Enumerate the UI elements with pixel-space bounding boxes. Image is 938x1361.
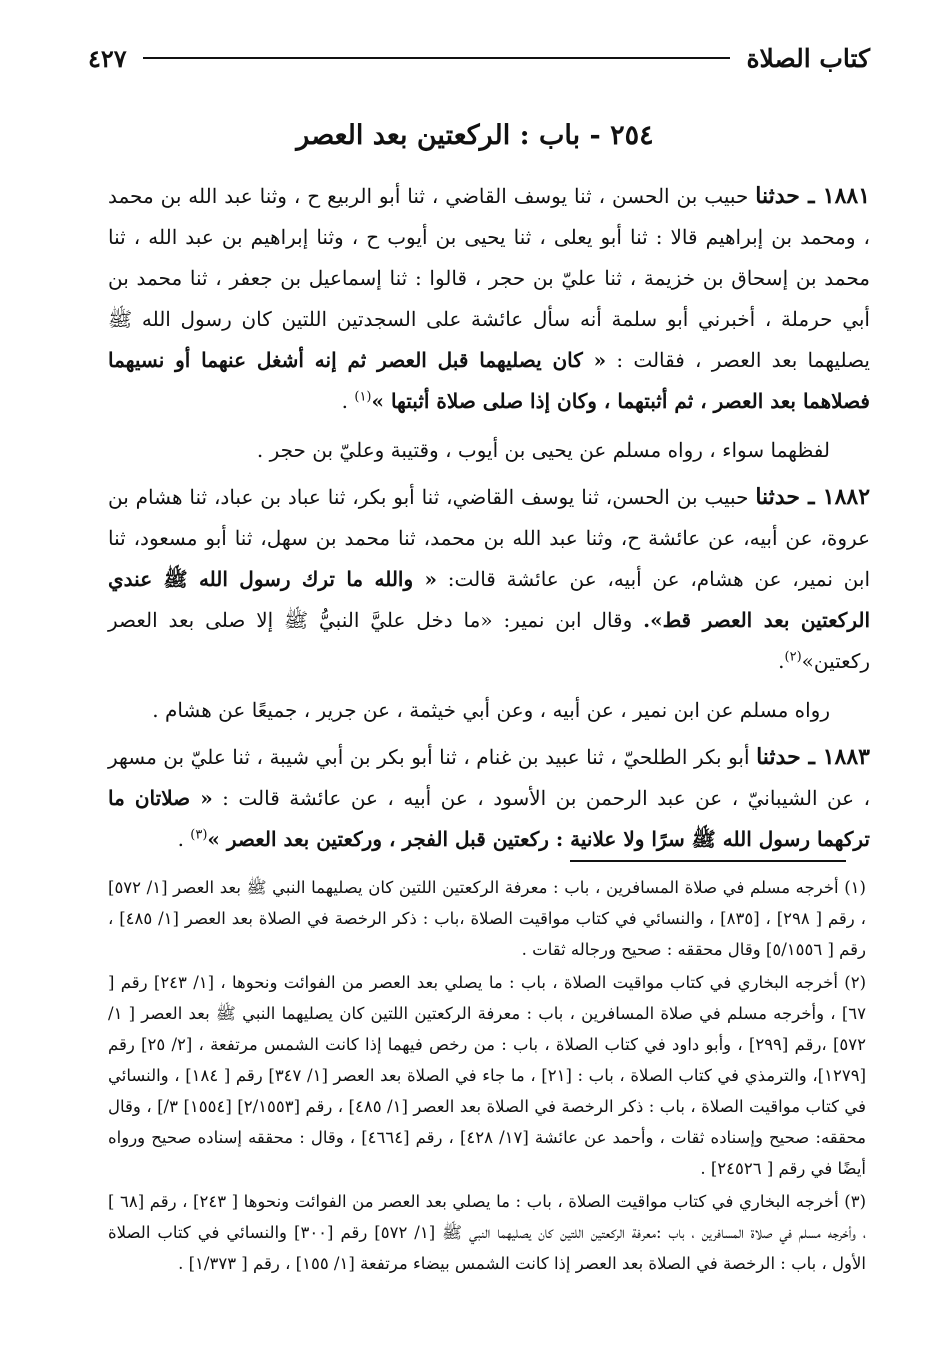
main-text bbox=[108, 172, 870, 860]
running-header bbox=[88, 38, 870, 78]
hadith-number: ١٨٨٢ bbox=[822, 484, 871, 510]
footnotes bbox=[108, 872, 866, 1279]
hadith-1882: ١٨٨٢ ـ حدثنا حبيب بن الحسن، ثنا يوسف القاضي، ثنا أبو بكر، ثنا عباد بن عباد، ثنا هشام بن عروة، عن أبيه، عن عائشة ح، وثنا عبد الله بن محمد، ثنا محمد بن سهل، ثنا أبو مسعود، ثنا ابن نمير، عن هشام، عن أبيه، عن عائشة قالت: « والله ما ترك رسول الله ﷺ عندي الركعتين بعد العصر قط». وقال ابن نمير: «ما دخل عليَّ النبيُّ ﷺ إلا صلى بعد العصر ركعتين»$^{(٢)}$. bbox=[108, 484, 871, 673]
hadith-tail: . bbox=[177, 827, 191, 851]
footnote-3: (٣) أخرجه البخاري في كتاب مواقيت الصلاة ، باب : ما يصلي بعد العصر من الفوائت ونحوها [ ٢٤٣] ، رقم [٦٨ ] ، وأخرجه مسلم في صلاة المسافرين ، باب :معرفة الركعتين اللتين كان يصليهما النبي ﷺ [١/ ٥٧٢] رقم [٣٠٠] والنسائي في كتاب الصلاة الأول ، باب : الرخصة في الصلاة بعد العصر إذا كانت الشمس بيضاء مرتفعة [١/ ١٥٥] ، رقم [ ١/٣٧٣] . bbox=[108, 1192, 867, 1273]
hadith-tail: . bbox=[778, 649, 785, 673]
hadith-matn: « صلاتان ما تركهما رسول الله ﷺ سرًا ولا علانية : ركعتين قبل الفجر ، وركعتين بعد العصر » bbox=[108, 786, 870, 851]
book-title: كتاب الصلاة bbox=[746, 43, 870, 73]
footnote-ref: (٣) bbox=[190, 827, 208, 843]
hadith-number: ١٨٨٣ bbox=[822, 744, 870, 770]
haddathana-label: حدثنا bbox=[755, 484, 800, 510]
footnote-1: (١) أخرجه مسلم في صلاة المسافرين ، باب : معرفة الركعتين اللتين كان يصليهما النبي ﷺ بعد العصر [١/ ٥٧٢] ، رقم [ ٢٩٨] ، [٨٣٥] ، والنسائي في كتاب مواقيت الصلاة ،باب : ذكر الرخصة في الصلاة بعد العصر [١/ ٤٨٥] ، رقم [ ٥/١٥٥٦] وقال محققه : صحيح ورجاله ثقات . bbox=[108, 878, 866, 959]
header-rule bbox=[143, 57, 731, 59]
hadith-number: ١٨٨١ bbox=[822, 183, 871, 209]
hadith-note: لفظهما سواء ، رواه مسلم عن يحيى بن أيوب ، وقتيبة وعليّ بن حجر . bbox=[256, 438, 830, 462]
hadith-tail: . bbox=[341, 389, 355, 413]
hadith-matn: « كان يصليهما قبل العصر ثم إنه أشغل عنهما أو نسيهما فصلاهما بعد العصر ، ثم أثبتهما ، وكان إذا صلى صلاة أثبتها » bbox=[108, 348, 870, 413]
haddathana-label: حدثنا bbox=[755, 183, 800, 209]
hadith-isnad: أبو بكر الطلحيّ ، ثنا عبيد بن غنام ، ثنا أبو بكر بن أبي شيبة ، ثنا عليّ بن مسهر ، عن الشيبانيّ ، عن عبد الرحمن بن الأسود ، عن أبيه ، عن عائشة قالت : bbox=[108, 745, 871, 810]
chapter-title: ٢٥٤ - باب : الركعتين بعد العصر bbox=[296, 120, 654, 151]
hadith-matn: « والله ما ترك رسول الله ﷺ عندي الركعتين بعد العصر قط». bbox=[108, 567, 871, 632]
hadith-1881: ١٨٨١ ـ حدثنا حبيب بن الحسن ، ثنا يوسف القاضي ، ثنا أبو الربيع ح ، وثنا عبد الله بن محمد ، ومحمد بن إبراهيم قالا : ثنا أبو يعلى ، ثنا يحيى بن أيوب ح ، وثنا إبراهيم بن عبد الله ، ثنا محمد بن إسحاق بن خزيمة ، ثنا عليّ بن حجر ، قالوا : ثنا إسماعيل بن جعفر ، ثنا محمد بن أبي حرملة ، أخبرني أبو سلمة أنه سأل عائشة على السجدتين اللتين كان رسول الله ﷺ يصليهما بعد العصر ، فقالت : « كان يصليهما قبل العصر ثم إنه أشغل عنهما أو نسيهما فصلاهما بعد العصر ، ثم أثبتهما ، وكان إذا صلى صلاة أثبتها »$^{(١)}$ . bbox=[108, 183, 871, 413]
hadith-isnad: حبيب بن الحسن، ثنا يوسف القاضي، ثنا أبو بكر، ثنا عباد بن عباد، ثنا هشام بن عروة، عن أبيه، عن عائشة ح، وثنا عبد الله بن محمد، ثنا محمد بن سهل، ثنا أبو مسعود، ثنا ابن نمير، عن هشام، عن أبيه، عن عائشة قالت: bbox=[108, 485, 871, 591]
footnote-2: (٢) أخرجه البخاري في كتاب مواقيت الصلاة ، باب : ما يصلي بعد العصر من الفوائت ونحوها ، [١/ ٢٤٣] رقم [ ٦٧] ، وأخرجه مسلم في صلاة المسافرين ، باب : معرفة الركعتين اللتين كان يصليهما النبي ﷺ بعد العصر [ ١/ ٥٧٢] ،رقم [٢٩٩] ، وأبو داود في كتاب الصلاة ، باب : من رخص فيهما إذا كانت الشمس مرتفعة ، [٢/ ٢٥] رقم [١٢٧٩]، والترمذي في كتاب الصلاة ، باب : [٢١] ، ما جاء في الصلاة بعد العصر [١/ ٣٤٧] رقم [ ١٨٤] ، والنسائي في كتاب مواقيت الصلاة ، باب : ذكر الرخصة في الصلاة بعد العصر [١/ ٤٨٥] ، رقم [٢/١٥٥٣] [١٥٥٤] ٣/] ، وقال محققه: صحيح وإسناده ثقات ، وأحمد عن عائشة [١٧/ ٤٢٨] ، رقم [٤٦٦٤] ، وقال : محققه إسناده صحيح ورواه أيضًا في رقم [ ٢٤٥٢٦] . bbox=[108, 973, 867, 1178]
hadith-note: رواه مسلم عن ابن نمير ، عن أبيه ، وعن أبي خيثمة ، عن جرير ، جميعًا عن هشام . bbox=[152, 698, 830, 722]
footnote-separator bbox=[570, 860, 846, 862]
haddathana-label: حدثنا bbox=[756, 744, 801, 770]
hadith-1883: ١٨٨٣ ـ حدثنا أبو بكر الطلحيّ ، ثنا عبيد بن غنام ، ثنا أبو بكر بن أبي شيبة ، ثنا عليّ بن مسهر ، عن الشيبانيّ ، عن عبد الرحمن بن الأسود ، عن أبيه ، عن عائشة قالت : « صلاتان ما تركهما رسول الله ﷺ سرًا ولا علانية : ركعتين قبل الفجر ، وركعتين بعد العصر »$^{(٣)}$ . bbox=[108, 744, 871, 851]
hadith-isnad: حبيب بن الحسن ، ثنا يوسف القاضي ، ثنا أبو الربيع ح ، وثنا عبد الله بن محمد ، ومحمد بن إبراهيم قالا : ثنا أبو يعلى ، ثنا يحيى بن أيوب ح ، وثنا إبراهيم بن عبد الله ، ثنا محمد بن إسحاق بن خزيمة ، ثنا عليّ بن حجر ، قالوا : ثنا إسماعيل بن جعفر ، ثنا محمد بن أبي حرملة ، أخبرني أبو سلمة أنه سأل عائشة على السجدتين اللتين كان رسول الله ﷺ يصليهما بعد العصر ، فقالت : bbox=[108, 184, 870, 372]
hadith-after: وقال ابن نمير: «ما دخل عليَّ النبيُّ ﷺ إلا صلى بعد العصر ركعتين» bbox=[108, 608, 870, 673]
page-number: ٤٢٧ bbox=[88, 43, 127, 73]
footnote-ref: (٢) bbox=[784, 649, 802, 665]
footnote-ref: (١) bbox=[354, 389, 372, 405]
